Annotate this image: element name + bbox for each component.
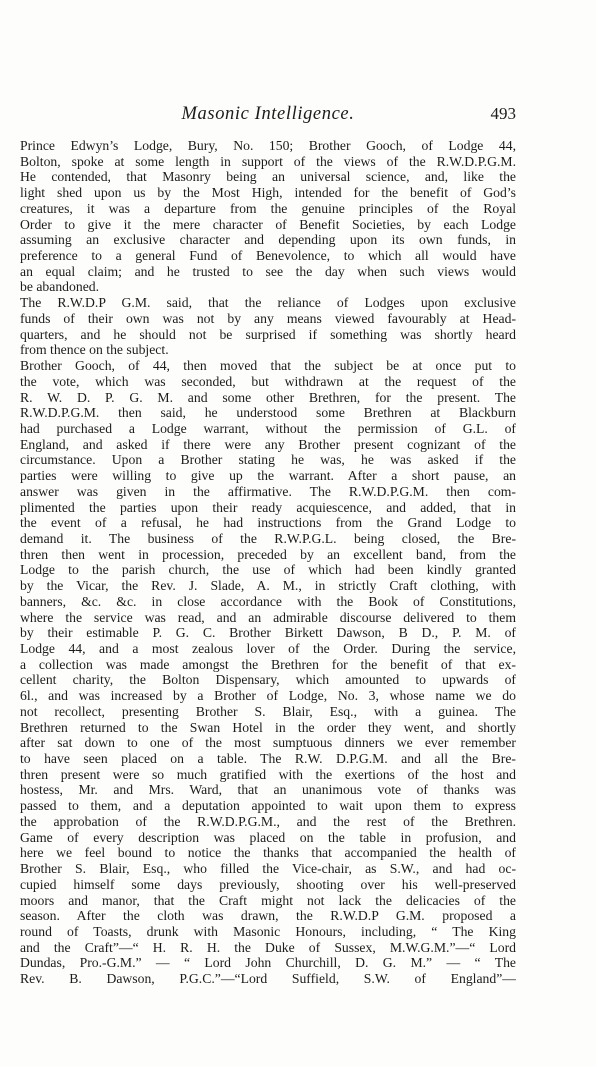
- text-line: an equal claim; and he trusted to see the day when such views would: [20, 263, 516, 279]
- text-line: Brother S. Blair, Esq., who filled the Vice-chair, as S.W., and had oc-: [20, 861, 516, 877]
- text-line: season. After the cloth was drawn, the R.W.D.P G.M. proposed a: [20, 908, 516, 924]
- text-line: Brethren returned to the Swan Hotel in the order they went, and shortly: [20, 719, 516, 735]
- text-line: thren then went in procession, preceded by an excellent band, from the: [20, 546, 516, 562]
- running-title: Masonic Intelligence.: [181, 104, 355, 124]
- text-line: funds of their own was not by any means viewed favourably at Head-: [20, 310, 516, 326]
- text-line: and the Craft”—“ H. R. H. the Duke of Sussex, M.W.G.M.”—“ Lord: [20, 939, 516, 955]
- page-header: [20, 104, 516, 128]
- text-line: Bolton, spoke at some length in support of the views of the R.W.D.P.G.M.: [20, 153, 516, 169]
- text-line: by the Vicar, the Rev. J. Slade, A. M., in strictly Craft clothing, with: [20, 578, 516, 594]
- text-line: parties were willing to give up the warrant. After a short pause, an: [20, 468, 516, 484]
- text-line: moors and manor, that the Craft might not lack the delicacies of the: [20, 892, 516, 908]
- text-line: Brother Gooch, of 44, then moved that the subject be at once put to: [20, 358, 516, 374]
- text-line: demand it. The business of the R.W.P.G.L. being closed, the Bre-: [20, 530, 516, 546]
- text-line: R.W.D.P.G.M. then said, he understood some Brethren at Blackburn: [20, 405, 516, 421]
- text-line: passed to them, and a deputation appointed to wait upon them to express: [20, 798, 516, 814]
- text-line: had purchased a Lodge warrant, without the permission of G.L. of: [20, 420, 516, 436]
- text-line: answer was given in the affirmative. The R.W.D.P.G.M. then com-: [20, 483, 516, 499]
- text-line: Rev. B. Dawson, P.G.C.”—“Lord Suffield, S.W. of England”—: [20, 971, 516, 987]
- text-line: R. W. D. P. G. M. and some other Brethren, for the present. The: [20, 389, 516, 405]
- text-line: round of Toasts, drunk with Masonic Honours, including, “ The King: [20, 923, 516, 939]
- text-line: preference to a general Fund of Benevolence, to which all would have: [20, 248, 516, 264]
- text-line: circumstance. Upon a Brother stating he was, he was asked if the: [20, 452, 516, 468]
- text-line: the vote, which was seconded, but withdrawn at the request of the: [20, 373, 516, 389]
- text-line: cupied himself some days previously, shooting over his well-preserved: [20, 876, 516, 892]
- article-body: [20, 138, 516, 987]
- text-line: creatures, it was a departure from the genuine principles of the Royal: [20, 200, 516, 216]
- text-line: be abandoned.: [20, 279, 100, 295]
- text-line: the approbation of the R.W.D.P.G.M., and the rest of the Brethren.: [20, 813, 516, 829]
- text-line: Dundas, Pro.-G.M.” — “ Lord John Churchill, D. G. M.” — “ The: [20, 955, 516, 971]
- text-line: Game of every description was placed on the table in profusion, and: [20, 829, 516, 845]
- text-line: the event of a refusal, he had instructions from the Grand Lodge to: [20, 515, 516, 531]
- text-line: Order to give it the mere character of Benefit Societies, by each Lodge: [20, 216, 516, 232]
- text-line: 6l., and was increased by a Brother of Lodge, No. 3, whose name we do: [20, 688, 516, 704]
- text-line: The R.W.D.P G.M. said, that the reliance of Lodges upon exclusive: [20, 295, 516, 311]
- text-line: from thence on the subject.: [20, 342, 169, 358]
- text-line: England, and asked if there were any Brother present cognizant of the: [20, 436, 516, 452]
- text-line: where the service was read, and an admirable discourse delivered to them: [20, 609, 516, 625]
- text-line: by their estimable P. G. C. Brother Birkett Dawson, B D., P. M. of: [20, 625, 516, 641]
- text-line: a collection was made amongst the Brethren for the benefit of that ex-: [20, 656, 516, 672]
- text-line: plimented the parties upon their ready acquiescence, and added, that in: [20, 499, 516, 515]
- text-line: banners, &c. &c. in close accordance with the Book of Constitutions,: [20, 593, 516, 609]
- text-line: hostess, Mr. and Mrs. Ward, that an unanimous vote of thanks was: [20, 782, 516, 798]
- text-line: He contended, that Masonry being an universal science, and, like the: [20, 169, 516, 185]
- text-line: to have seen placed on a table. The R.W. D.P.G.M. and all the Bre-: [20, 751, 516, 767]
- text-line: here we feel bound to notice the thanks that accompanied the health of: [20, 845, 516, 861]
- text-line: quarters, and he should not be surprised if something was shortly heard: [20, 326, 516, 342]
- text-line: light shed upon us by the Most High, intended for the benefit of God’s: [20, 185, 516, 201]
- text-line: after sat down to one of the most sumptuous dinners we ever remember: [20, 735, 516, 751]
- text-line: not recollect, presenting Brother S. Blair, Esq., with a guinea. The: [20, 703, 516, 719]
- text-line: assuming an exclusive character and depending upon its own funds, in: [20, 232, 516, 248]
- text-line: Lodge to the parish church, the use of which had been kindly granted: [20, 562, 516, 578]
- page-number: 493: [490, 104, 516, 123]
- text-line: thren present were so much gratified with the exertions of the host and: [20, 766, 516, 782]
- text-line: Lodge 44, and a most zealous lover of the Order. During the service,: [20, 641, 516, 656]
- text-line: Prince Edwyn’s Lodge, Bury, No. 150; Brother Gooch, of Lodge 44,: [20, 138, 516, 153]
- text-line: cellent charity, the Bolton Dispensary, which amounted to upwards of: [20, 672, 516, 688]
